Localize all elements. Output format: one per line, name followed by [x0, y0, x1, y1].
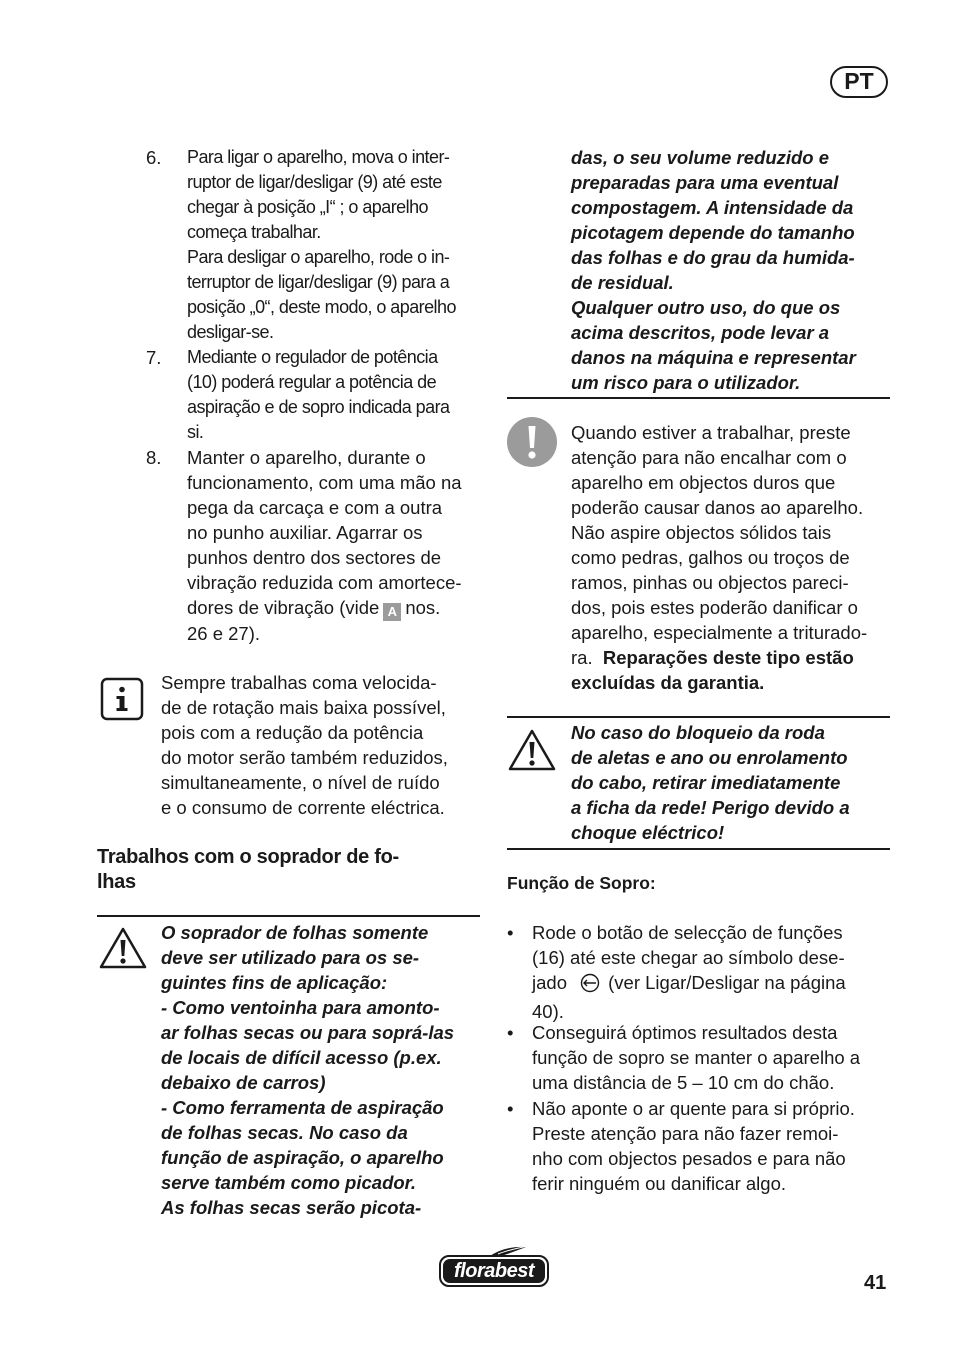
step-7-text: Mediante o regulador de potência (10) poderá regular a potência de aspiração e de sopro indicada para si. [187, 347, 450, 442]
warning-text: O soprador de folhas somente deve ser utilizado para os se- guintes fins de aplicação: - Como ventoinha para amonto- ar folhas secas ou para soprá-las de locais de difícil acesso (p.ex. debaixo de carros) - Como ferramenta de aspiração de folhas secas. No caso da função de aspiração, o aparelho serve também como picador. As folhas secas serão picota- [161, 922, 455, 1218]
warning-icon [98, 926, 148, 975]
caution-note-text: Quando estiver a trabalhar, preste atenção para não encalhar com o aparelho em objectos duros que poderão causar danos ao aparelho. Não aspire objectos sólidos tais como pedras, galhos ou troços de ramos, pinhas ou objectos pareci- dos, pois estes poderão danificar o aparelho, especialmente a triturado- ra. Reparações deste tipo estão excluídas da garantia. [571, 422, 868, 693]
step-number: 8. [146, 447, 162, 468]
blow-symbol-icon [578, 973, 602, 999]
brand-logo: florabest [438, 1244, 550, 1288]
warning-continuation-text: das, o seu volume reduzido e preparadas para uma eventual compostagem. A intensidade da picotagem depende do tamanho das folhas e do grau da humida- de residual. Qualquer outro uso, do que os acima descritos, pode levar a danos na máquina e representar um risco para o utilizador. [571, 147, 856, 393]
language-badge: PT [830, 66, 888, 98]
function-title: Função de Sopro: [507, 873, 656, 893]
step-6-text: Para ligar o aparelho, mova o inter- ruptor de ligar/desligar (9) até este chegar à posição „I“ ; o aparelho começa trabalhar. Para desligar o aparelho, rode o in- terruptor de ligar/desligar (9) para a posição „0“, deste modo, o aparelho desligar-se. [187, 147, 456, 342]
info-note-text: Sempre trabalhas coma velocida- de de rotação mais baixa possível, pois com a redução da potência do motor serão também reduzidos, simultaneamente, o nível de ruído e o consumo de corrente eléctrica. [161, 672, 448, 818]
divider [97, 915, 480, 917]
info-icon [100, 677, 144, 726]
bullet-item: Não aponte o ar quente para si próprio. Preste atenção para não fazer remoi- nho com objectos pesados e para não ferir ninguém ou danificar algo. [532, 1098, 855, 1194]
bullet-item: Rode o botão de selecção de funções (16) até este chegar ao símbolo dese- jado (ver Ligar/Desligar na página 40). [532, 922, 846, 1022]
page-number: 41 [864, 1272, 887, 1294]
divider [507, 397, 890, 399]
exclamation-icon [507, 417, 557, 472]
bullet-item: Conseguirá óptimos resultados desta função de sopro se manter o aparelho a uma distância de 5 – 10 cm do chão. [532, 1022, 861, 1093]
bullet-dot: • [507, 1098, 514, 1119]
bullet-dot: • [507, 1022, 514, 1043]
bullet-dot: • [507, 922, 514, 943]
step-number: 6. [146, 147, 162, 168]
section-heading: Trabalhos com o soprador de fo- lhas [97, 846, 399, 893]
divider [507, 716, 890, 718]
step-number: 7. [146, 347, 162, 368]
figure-a-icon: A [383, 603, 401, 621]
divider [507, 848, 890, 850]
warning-icon [507, 728, 557, 777]
figure-reference-line: dores de vibração (vide A nos. [187, 597, 441, 619]
danger-note-text: No caso do bloqueio da roda de aletas e ano ou enrolamento do cabo, retirar imediatamente a ficha da rede! Perigo devido a choque eléctrico! [571, 722, 850, 843]
step-8-text: Manter o aparelho, durante o funcionamento, com uma mão na pega da carcaça e com a outra no punho auxiliar. Agarrar os punhos dentro dos sectores de vibração reduzida com amortece- dores de vibração (vide A nos. 26 e 27). [187, 445, 487, 646]
